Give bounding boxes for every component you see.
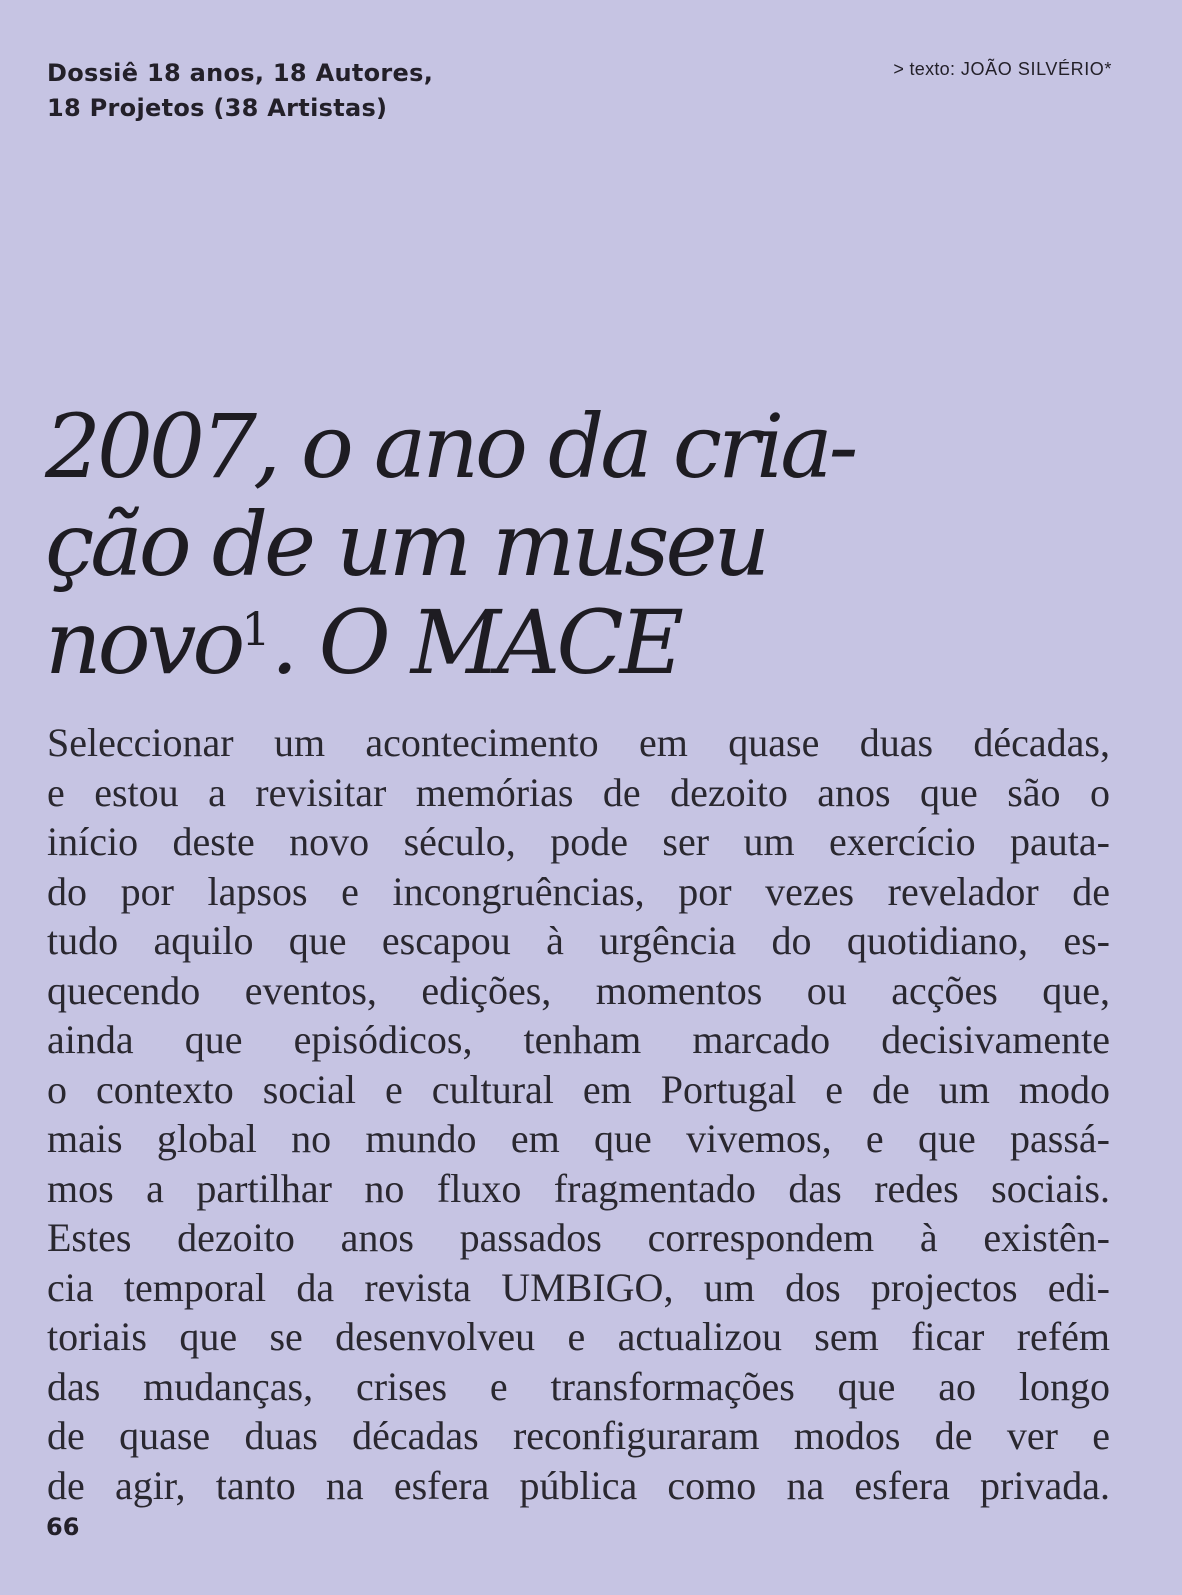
- body-line: do por lapsos e incongruências, por vezes revelador de: [47, 868, 1110, 914]
- body-line: de quase duas décadas reconfiguraram modos de ver e: [47, 1413, 1110, 1458]
- body-line: toriais que se desenvolveu e actualizou sem ficar refém: [47, 1314, 1110, 1359]
- credit-prefix: > texto:: [893, 59, 956, 79]
- body-line: e estou a revisitar memórias de dezoito anos que são o: [47, 769, 1110, 815]
- body-line: mos a partilhar no fluxo fragmentado das redes sociais.: [47, 1165, 1110, 1211]
- author-credit: [893, 57, 1112, 81]
- title-line-3-end: . O MACE: [270, 591, 680, 694]
- body-line: quecendo eventos, edições, momentos ou acções que,: [47, 967, 1110, 1013]
- body-line: início deste novo século, pode ser um exercício pauta-: [47, 819, 1110, 864]
- body-line: tudo aquilo que escapou à urgência do quotidiano, es-: [47, 918, 1110, 963]
- body-line: ainda que episódicos, tenham marcado decisivamente: [47, 1017, 1110, 1062]
- body-line: o contexto social e cultural em Portugal e de um modo: [47, 1066, 1110, 1112]
- body-line: das mudanças, crises e transformações que ao longo: [47, 1363, 1110, 1409]
- credit-author: JOÃO SILVÉRIO*: [960, 59, 1112, 79]
- title-line-3-start: novo: [45, 591, 242, 694]
- page-number: 66: [46, 1513, 80, 1541]
- section-header-line-2: 18 Projetos (38 Artistas): [47, 94, 388, 122]
- body-line: Seleccionar um acontecimento em quase duas décadas,: [47, 720, 1110, 765]
- article-title: [45, 395, 1145, 694]
- section-header: [47, 56, 433, 126]
- body-line: mais global no mundo em que vivemos, e que passá-: [47, 1116, 1110, 1161]
- body-line: cia temporal da revista UMBIGO, um dos projectos edi-: [47, 1264, 1110, 1310]
- body-line: Estes dezoito anos passados correspondem à existên-: [47, 1215, 1110, 1260]
- title-line-1: 2007, o ano da cria-: [45, 395, 855, 498]
- article-body: [47, 718, 1110, 1510]
- title-line-2: ção de um museu: [45, 493, 767, 596]
- title-line-3: [45, 591, 1145, 694]
- body-line: de agir, tanto na esfera pública como na esfera privada.: [47, 1462, 1110, 1508]
- footnote-mark: 1: [241, 602, 271, 656]
- section-header-line-1: Dossiê 18 anos, 18 Autores,: [47, 59, 434, 87]
